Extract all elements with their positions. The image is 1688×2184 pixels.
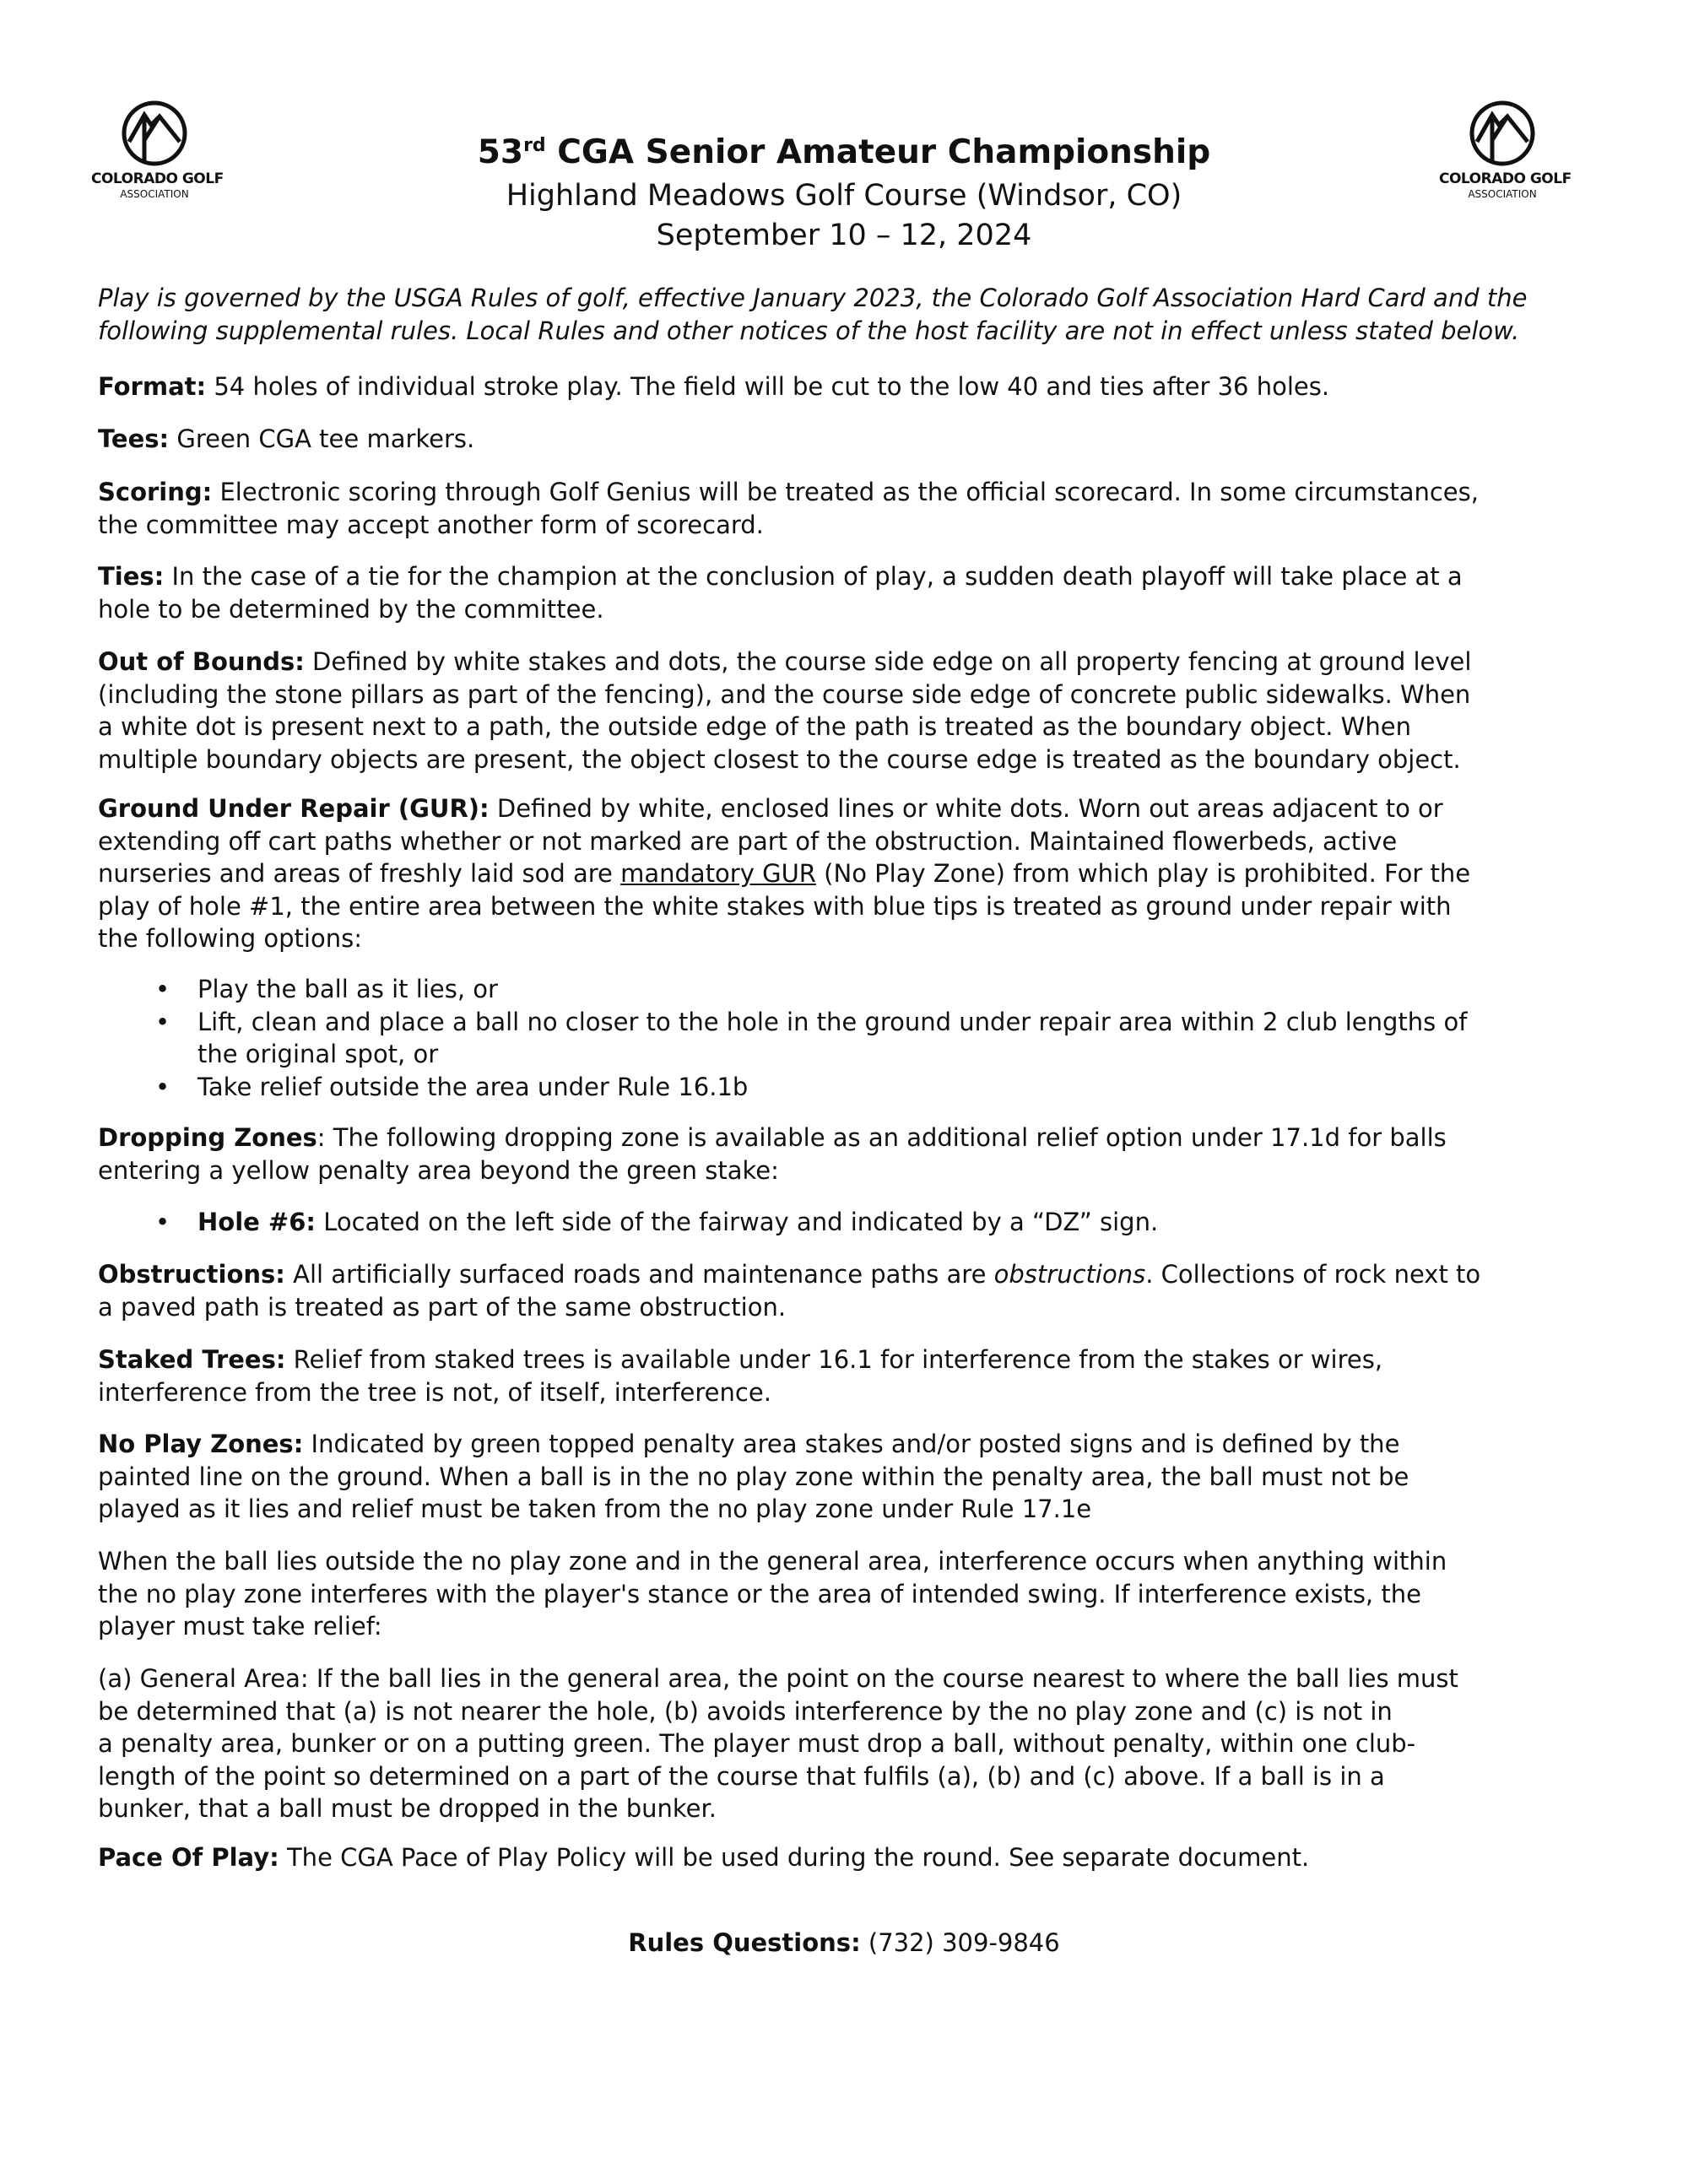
bullet-item bbox=[98, 1071, 1600, 1104]
text-line bbox=[98, 743, 1600, 776]
section-label: Format: bbox=[98, 372, 207, 401]
logo-subtitle: ASSOCIATION bbox=[120, 188, 189, 200]
text-line bbox=[98, 282, 1600, 315]
title-number: 53 bbox=[477, 133, 524, 171]
title-ordinal: rd bbox=[523, 135, 546, 156]
bullet-item bbox=[98, 1206, 1600, 1239]
bullet-item bbox=[98, 1006, 1600, 1071]
text-line bbox=[98, 825, 1600, 858]
line-text: the following options: bbox=[98, 924, 362, 953]
line-text: nurseries and areas of freshly laid sod are bbox=[98, 859, 621, 888]
text-line bbox=[98, 423, 1600, 456]
line-text: (732) 309-9846 bbox=[860, 1928, 1060, 1957]
line-text: Indicated by green topped penalty area stakes and/or posted signs and is defined by the bbox=[303, 1430, 1400, 1458]
logo-title: COLORADO GOLF bbox=[1439, 170, 1572, 187]
text-line bbox=[197, 1038, 1600, 1071]
text-line bbox=[98, 1610, 1600, 1643]
bullet-icon: • bbox=[155, 1072, 170, 1101]
line-text: In the case of a tie for the champion at the conclusion of play, a sudden death playoff will take place at a bbox=[164, 562, 1463, 591]
text-line bbox=[98, 593, 1600, 626]
bullet-label: Hole #6: bbox=[197, 1208, 316, 1236]
title-text: CGA Senior Amateur Championship bbox=[545, 133, 1211, 171]
section-label: Dropping Zones bbox=[98, 1123, 317, 1152]
section-format bbox=[98, 370, 1600, 403]
logo-title: COLORADO GOLF bbox=[91, 170, 224, 187]
line-text: . Collections of rock next to bbox=[1145, 1260, 1481, 1289]
section-gur-options bbox=[98, 973, 1600, 1103]
section-pace-of-play bbox=[98, 1841, 1600, 1874]
logo-subtitle: ASSOCIATION bbox=[1468, 188, 1537, 200]
text-line bbox=[0, 1927, 1688, 1960]
line-text: the no play zone interferes with the player's stance or the area of intended swing. If interference exists, the bbox=[98, 1579, 1421, 1608]
section-general-area bbox=[98, 1662, 1600, 1825]
line-text: a white dot is present next to a path, the outside edge of the path is treated as the boundary object. When bbox=[98, 712, 1411, 741]
text-line bbox=[98, 1461, 1600, 1494]
section-dz-list bbox=[98, 1206, 1600, 1239]
section-staked-trees bbox=[98, 1343, 1600, 1408]
line-text: (a) General Area: If the ball lies in the general area, the point on the course nearest to where the ball lies must bbox=[98, 1664, 1458, 1693]
line-text: (No Play Zone) from which play is prohibited. For the bbox=[815, 859, 1471, 888]
line-text: multiple boundary objects are present, the object closest to the course edge is treated as the boundary object. bbox=[98, 744, 1461, 774]
text-line bbox=[98, 890, 1600, 923]
text-line bbox=[98, 1428, 1600, 1461]
text-line bbox=[98, 1792, 1600, 1825]
line-text: hole to be determined by the committee. bbox=[98, 594, 604, 624]
line-text: interference from the tree is not, of itself, interference. bbox=[98, 1377, 771, 1407]
section-label: Obstructions: bbox=[98, 1260, 285, 1289]
line-text: Play is governed by the USGA Rules of golf, effective January 2023, the Colorado Golf Association Hard Card and the bbox=[98, 284, 1528, 312]
line-text: the original spot, or bbox=[197, 1040, 439, 1068]
italic-text: obstructions bbox=[993, 1260, 1146, 1289]
line-text: 54 holes of individual stroke play. The field will be cut to the low 40 and ties after 36 holes. bbox=[206, 372, 1330, 401]
line-text: bunker, that a ball must be dropped in the bunker. bbox=[98, 1794, 717, 1823]
section-intro bbox=[98, 282, 1600, 347]
section-ground-under-repair bbox=[98, 792, 1600, 955]
line-text: a paved path is treated as part of the same obstruction. bbox=[98, 1292, 787, 1322]
text-line bbox=[98, 678, 1600, 711]
text-line bbox=[98, 1493, 1600, 1526]
text-line bbox=[98, 1841, 1600, 1874]
section-no-play-zones bbox=[98, 1428, 1600, 1526]
text-line bbox=[98, 1695, 1600, 1728]
line-text: be determined that (a) is not nearer the hole, (b) avoids interference by the no play zone and (c) is not in bbox=[98, 1696, 1393, 1726]
section-label: Scoring: bbox=[98, 478, 213, 506]
line-text: Take relief outside the area under Rule 16.1b bbox=[197, 1072, 749, 1101]
line-text: : The following dropping zone is available as an additional relief option under 17.1d for balls bbox=[316, 1123, 1447, 1152]
text-line bbox=[98, 711, 1600, 743]
section-label: Pace Of Play: bbox=[98, 1843, 279, 1872]
section-label: Rules Questions: bbox=[628, 1928, 861, 1957]
line-text: extending off cart paths whether or not marked are part of the obstruction. Maintained flowerbeds, active bbox=[98, 826, 1398, 856]
section-ties bbox=[98, 560, 1600, 625]
line-text: played as it lies and relief must be taken from the no play zone under Rule 17.1e bbox=[98, 1495, 1092, 1523]
section-tees bbox=[98, 423, 1600, 456]
line-text: length of the point so determined on a part of the course that fulfils (a), (b) and (c) above. If a ball is in a bbox=[98, 1761, 1385, 1791]
text-line bbox=[98, 1291, 1600, 1324]
page-title bbox=[0, 133, 1688, 171]
text-line bbox=[98, 1376, 1600, 1409]
text-line bbox=[98, 509, 1600, 542]
text-line bbox=[197, 1006, 1600, 1039]
text-line bbox=[98, 1760, 1600, 1793]
line-text: Electronic scoring through Golf Genius will be treated as the official scorecard. In some circumstances, bbox=[212, 478, 1479, 506]
text-line bbox=[98, 1122, 1600, 1154]
text-line bbox=[98, 1154, 1600, 1187]
section-label: Out of Bounds: bbox=[98, 647, 305, 676]
text-line bbox=[98, 792, 1600, 825]
line-text: the committee may accept another form of scorecard. bbox=[98, 510, 764, 539]
line-text: Defined by white stakes and dots, the course side edge on all property fencing at ground level bbox=[304, 647, 1472, 676]
text-line bbox=[98, 922, 1600, 955]
line-text: Relief from staked trees is available under 16.1 for interference from the stakes or wires, bbox=[285, 1345, 1383, 1374]
text-line bbox=[98, 1343, 1600, 1376]
line-text: Located on the left side of the fairway and indicated by a “DZ” sign. bbox=[315, 1208, 1159, 1236]
line-text: When the ball lies outside the no play zone and in the general area, interference occurs when anything within bbox=[98, 1547, 1447, 1576]
event-dates: September 10 – 12, 2024 bbox=[656, 219, 1032, 252]
underlined-text: mandatory GUR bbox=[620, 859, 816, 888]
section-dropping-zones bbox=[98, 1122, 1600, 1187]
line-text: following supplemental rules. Local Rules and other notices of the host facility are not in effect unless stated below. bbox=[98, 316, 1520, 345]
section-rules-questions bbox=[0, 1927, 1688, 1960]
section-no-play-interference bbox=[98, 1545, 1600, 1643]
section-label: Tees: bbox=[98, 424, 170, 453]
text-line bbox=[98, 1545, 1600, 1578]
text-line bbox=[98, 370, 1600, 403]
line-text: Lift, clean and place a ball no closer to the hole in the ground under repair area within 2 club lengths of bbox=[197, 1007, 1468, 1036]
venue-subtitle: Highland Meadows Golf Course (Windsor, CO) bbox=[506, 179, 1182, 213]
line-text: entering a yellow penalty area beyond the green stake: bbox=[98, 1155, 779, 1185]
line-text: painted line on the ground. When a ball is in the no play zone within the penalty area, the ball must not be bbox=[98, 1462, 1409, 1491]
line-text: Green CGA tee markers. bbox=[169, 424, 475, 453]
line-text: The CGA Pace of Play Policy will be used during the round. See separate document. bbox=[279, 1843, 1310, 1872]
text-line bbox=[98, 1578, 1600, 1611]
text-line bbox=[98, 315, 1600, 348]
line-text: play of hole #1, the entire area between the white stakes with blue tips is treated as ground under repair with bbox=[98, 891, 1452, 921]
text-line bbox=[98, 857, 1600, 890]
section-label: Staked Trees: bbox=[98, 1345, 286, 1374]
bullet-icon: • bbox=[155, 1208, 170, 1236]
line-text: Play the ball as it lies, or bbox=[197, 975, 498, 1003]
line-text: All artificially surfaced roads and maintenance paths are bbox=[284, 1260, 994, 1289]
bullet-icon: • bbox=[155, 975, 170, 1003]
line-text: (including the stone pillars as part of the fencing), and the course side edge of concrete public sidewalks. When bbox=[98, 679, 1471, 709]
section-label: No Play Zones: bbox=[98, 1430, 304, 1458]
text-line bbox=[98, 1662, 1600, 1695]
text-line bbox=[98, 560, 1600, 593]
text-line bbox=[98, 476, 1600, 509]
text-line bbox=[98, 646, 1600, 678]
bullet-icon: • bbox=[155, 1007, 170, 1036]
text-line bbox=[197, 1071, 1600, 1104]
section-out-of-bounds bbox=[98, 646, 1600, 776]
text-line bbox=[98, 1727, 1600, 1760]
section-obstructions bbox=[98, 1258, 1600, 1323]
section-label: Ground Under Repair (GUR): bbox=[98, 794, 490, 823]
text-line bbox=[197, 1206, 1600, 1239]
bullet-item bbox=[98, 973, 1600, 1006]
line-text: a penalty area, bunker or on a putting green. The player must drop a ball, without penalty, within one club- bbox=[98, 1729, 1416, 1758]
text-line bbox=[98, 1258, 1600, 1291]
line-text: Defined by white, enclosed lines or white dots. Worn out areas adjacent to or bbox=[489, 794, 1443, 823]
section-label: Ties: bbox=[98, 562, 165, 591]
line-text: player must take relief: bbox=[98, 1612, 382, 1641]
text-line bbox=[197, 973, 1600, 1006]
section-scoring bbox=[98, 476, 1600, 541]
